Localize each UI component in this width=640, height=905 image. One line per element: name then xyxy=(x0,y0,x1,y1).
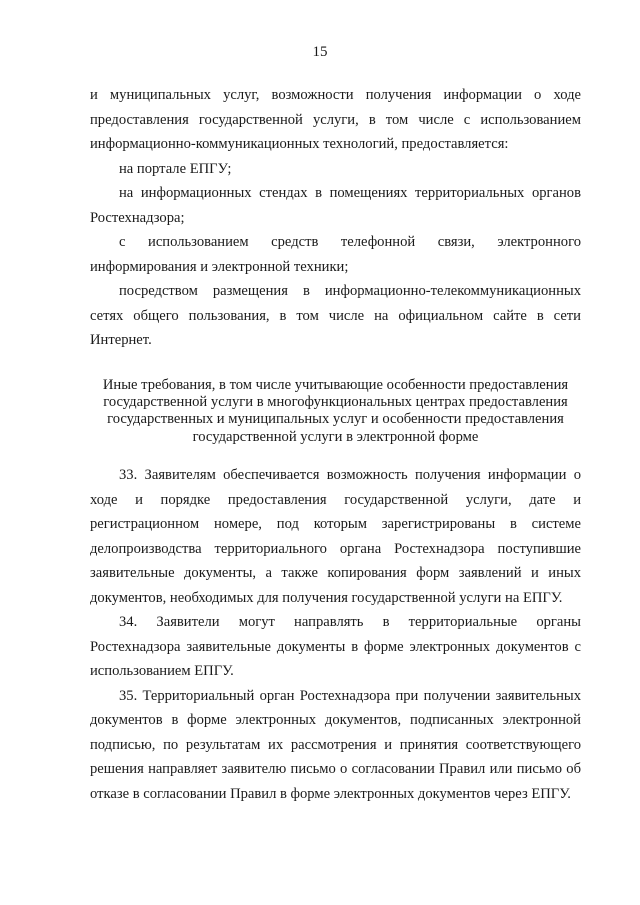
document-body xyxy=(90,83,581,806)
page-number: 15 xyxy=(312,44,328,60)
paragraph-35: 35. Территориальный орган Ростехнадзора при получении заявительных документов в форме электронных документов, подписанных электронной подписью, по результатам их рассмотрения и принятия соответствующего решения направляет заявителю письмо о согласовании Правил или письмо об отказе в согласовании Правил в форме электронных документов через ЕПГУ. xyxy=(90,687,581,802)
list-item-portal: на портале ЕПГУ; xyxy=(119,160,232,177)
section-heading: Иные требования, в том числе учитывающие особенности предоставления государственной услуги в многофункциональных центрах предоставления государственных и муниципальных услуг и особенности предоставления государственной услуги в электронной форме xyxy=(102,376,569,445)
paragraph-34: 34. Заявители могут направлять в территориальные органы Ростехнадзора заявительные документы в форме электронных документов с использованием ЕПГУ. xyxy=(90,614,581,680)
list-item-stands: на информационных стендах в помещениях территориальных органов Ростехнадзора; xyxy=(90,185,581,226)
paragraph-33: 33. Заявителям обеспечивается возможность получения информации о ходе и порядке предоставления государственной услуги, дате и регистрационном номере, под которым зарегистрированы в системе делопроизводства территориального органа Ростехнадзора поступившие заявительные документы, а также копирования форм заявлений и иных документов, необходимых для получения государственной услуги на ЕПГУ. xyxy=(90,467,581,606)
list-item-telephone: с использованием средств телефонной связи, электронного информирования и электронной техники; xyxy=(90,234,581,275)
paragraph-continuation: и муниципальных услуг, возможности получения информации о ходе предоставления государственной услуги, в том числе с использованием информационно-коммуникационных технологий, предоставляется: xyxy=(90,87,581,152)
list-item-internet: посредством размещения в информационно-телекоммуникационных сетях общего пользования, в том числе на официальном сайте в сети Интернет. xyxy=(90,283,581,348)
